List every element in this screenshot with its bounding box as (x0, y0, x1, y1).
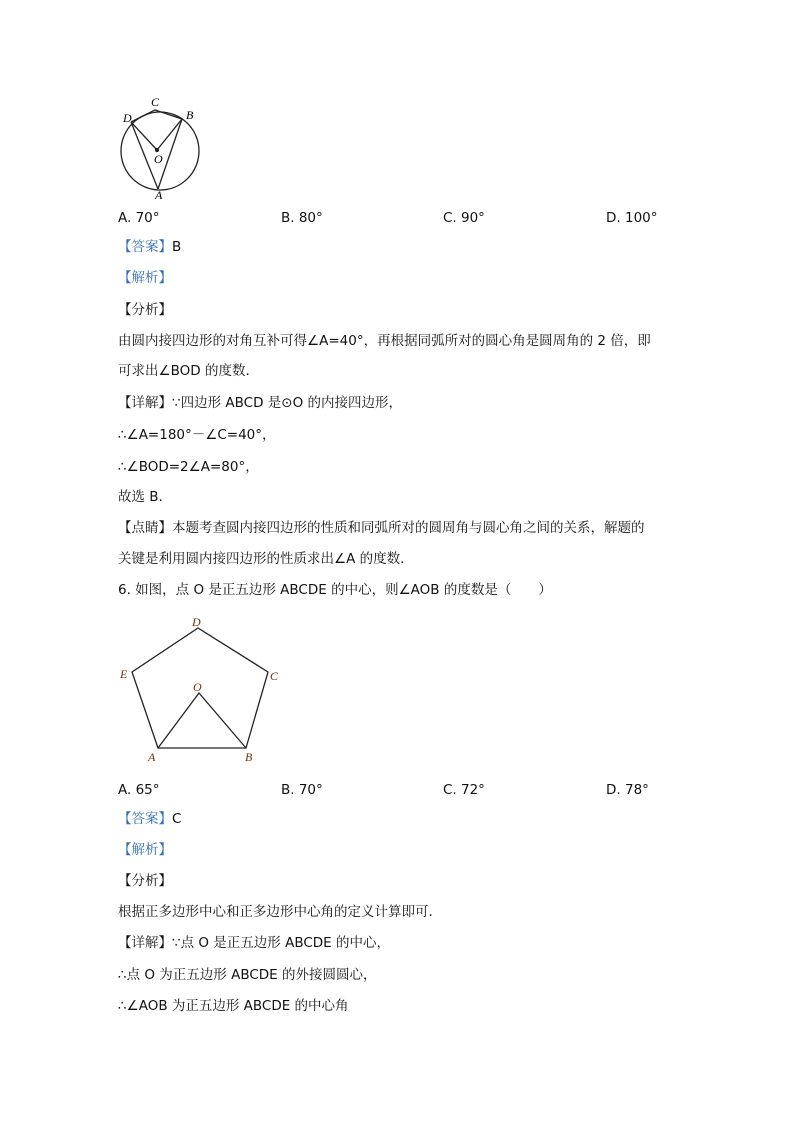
label-A: A (155, 188, 163, 202)
answer-value: C (172, 811, 182, 827)
label-B: B (245, 750, 253, 764)
xiangjie-tag: 【详解】 (118, 395, 172, 411)
question-6: 6. 如图，点 O 是正五边形 ABCDE 的中心，则∠AOB 的度数是（ ） (118, 582, 552, 598)
jiexi-tag: 【解析】 (118, 270, 172, 286)
option-c: C. 72° (443, 782, 485, 798)
fenxi-tag: 【分析】 (118, 873, 172, 889)
dianjing-text: 本题考查圆内接四边形的性质和同弧所对的圆周角与圆心角之间的关系，解题的 (172, 520, 645, 536)
xiangjie-line (118, 394, 402, 412)
fenxi-line: 由圆内接四边形的对角互补可得∠A=40°，再根据同弧所对的圆心角是圆周角的 2 倍，即 (118, 333, 651, 349)
option-d: D. 100° (606, 210, 658, 226)
option-c: C. 90° (443, 210, 485, 226)
fenxi-line: 可求出∠BOD 的度数. (118, 363, 250, 379)
xiangjie-line: 故选 B. (118, 489, 163, 505)
xiangjie-line: ∴点 O 为正五边形 ABCDE 的外接圆圆心， (118, 967, 377, 983)
label-D: D (123, 111, 132, 125)
fenxi-tag: 【分析】 (118, 302, 172, 318)
answer-value: B (172, 239, 182, 255)
label-A: A (148, 750, 156, 764)
xiangjie-line: ∴∠A=180°－∠C=40°， (118, 427, 276, 443)
circle-figure (121, 110, 199, 190)
label-D: D (192, 615, 201, 629)
answer-line (118, 810, 181, 828)
label-E: E (120, 667, 128, 681)
dianjing-tag: 【点睛】 (118, 520, 172, 536)
xiangjie-tag: 【详解】 (118, 935, 172, 951)
label-B: B (186, 108, 194, 122)
fenxi-line: 根据正多边形中心和正多边形中心角的定义计算即可. (118, 904, 433, 920)
option-b: B. 80° (281, 210, 323, 226)
label-O: O (193, 680, 202, 694)
option-a: A. 65° (118, 782, 160, 798)
answer-line (118, 238, 181, 256)
label-C: C (151, 95, 160, 109)
option-d: D. 78° (606, 782, 649, 798)
dianjing-line (118, 519, 645, 537)
answer-tag: 【答案】 (118, 239, 172, 255)
xiangjie-text: ∵四边形 ABCD 是⊙O 的内接四边形， (172, 395, 402, 411)
option-b: B. 70° (281, 782, 323, 798)
answer-tag: 【答案】 (118, 811, 172, 827)
jiexi-tag: 【解析】 (118, 842, 172, 858)
xiangjie-text: ∵点 O 是正五边形 ABCDE 的中心， (172, 935, 390, 951)
dianjing-line: 关键是利用圆内接四边形的性质求出∠A 的度数. (118, 551, 405, 567)
label-O: O (154, 152, 163, 166)
label-C: C (270, 669, 279, 683)
xiangjie-line: ∴∠BOD=2∠A=80°， (118, 459, 259, 475)
xiangjie-line: ∴∠AOB 为正五边形 ABCDE 的中心角 (118, 998, 349, 1014)
option-a: A. 70° (118, 210, 160, 226)
xiangjie-line (118, 934, 390, 952)
